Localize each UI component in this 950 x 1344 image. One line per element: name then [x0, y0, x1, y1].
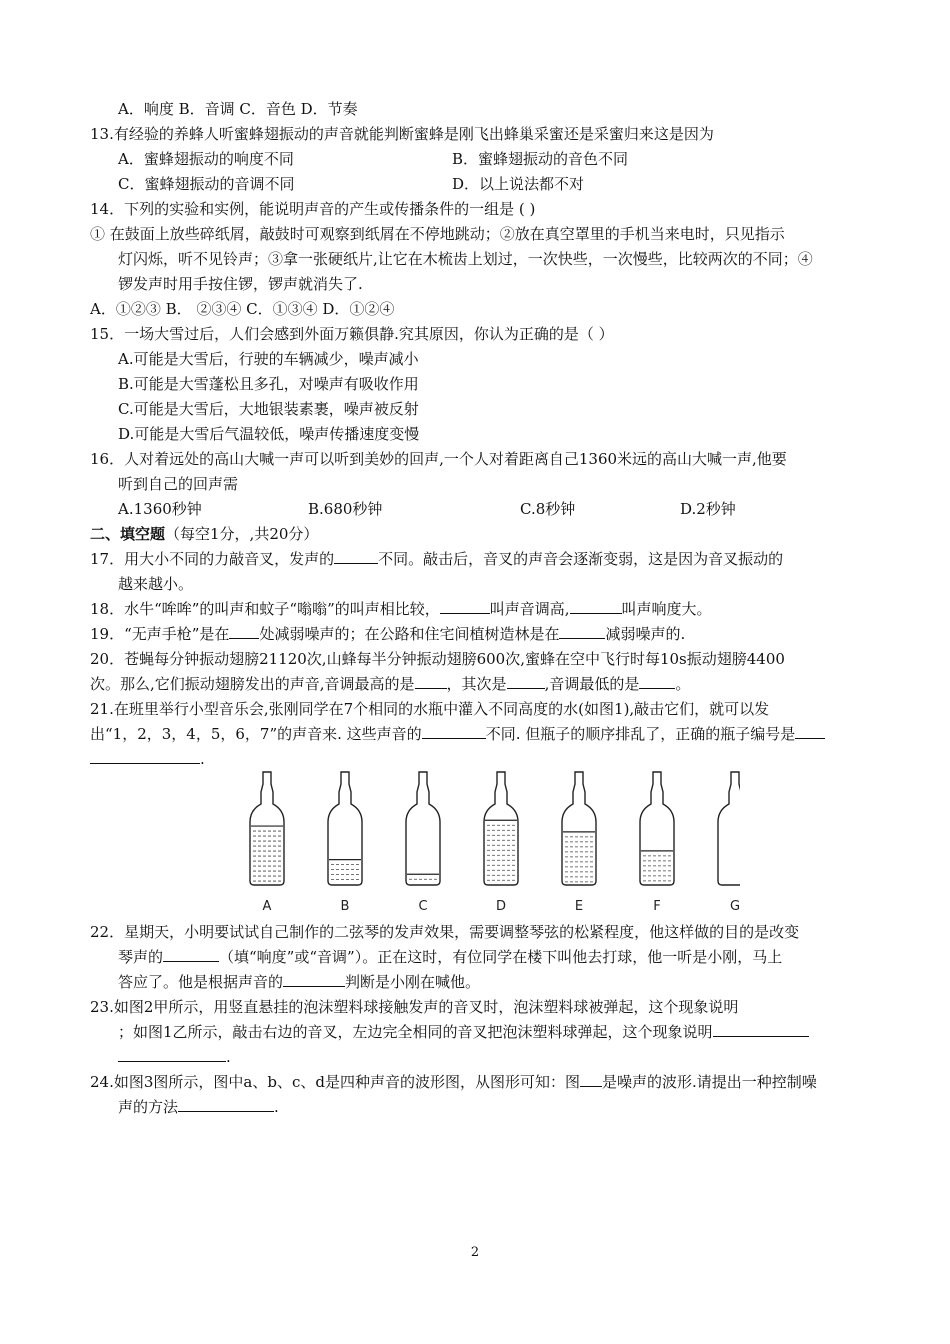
q21-line3 [90, 747, 205, 771]
q23-line1: 23.如图2甲所示，用竖直悬挂的泡沫塑料球接触发声的音叉时，泡沫塑料球被弹起，这个现象说明 [90, 998, 739, 1016]
q22-blank-2[interactable] [283, 970, 345, 987]
q13-option-d: D．以上说法都不对 [452, 175, 585, 193]
q17-line2: 越来越小。 [118, 575, 194, 593]
q18-text-2: 叫声音调高, [489, 600, 570, 618]
bottle-outline [484, 772, 518, 885]
q13-stem: 13.有经验的养蜂人听蜜蜂翅振动的声音就能判断蜜蜂是刚飞出蜂巢采蜜还是采蜜归来这是因为 [90, 125, 714, 143]
q20-blank-3[interactable] [639, 672, 675, 689]
q14-line3: 锣发声时用手按住锣，锣声就消失了. [118, 275, 363, 293]
q22-text-2: （填“响度”或“音调”）。正在这时，有位同学在楼下叫他去打球，他一听是小刚，马上 [219, 948, 783, 966]
page-number: 2 [470, 1245, 480, 1260]
q21-blank-2b[interactable] [90, 747, 200, 764]
q16-option-c: C.8秒钟 [520, 500, 576, 518]
q12-options: A．响度 B．音调 C．音色 D．节奏 [118, 100, 358, 118]
q16-line2: 听到自己的回声需 [118, 475, 239, 493]
q21-text-3: . [200, 750, 205, 768]
q18-line [90, 597, 712, 621]
q20-line1: 20．苍蝇每分钟振动翅膀21120次,山蜂每半分钟振动翅膀600次,蜜蜂在空中飞行时每10s振动翅膀4400 [90, 650, 785, 668]
bottle-E [562, 772, 596, 914]
q14-line1: ① 在鼓面上放些碎纸屑，敲鼓时可观察到纸屑在不停地跳动；②放在真空罩里的手机当来电时，只见指示 [90, 225, 785, 243]
q15-option-a: A.可能是大雪后，行驶的车辆减少，噪声减小 [118, 350, 419, 368]
q19-text-1: 19．“无声手枪”是在 [90, 625, 230, 643]
q15-option-c: C.可能是大雪后，大地银装素裹，噪声被反射 [118, 400, 419, 418]
bottle-figure [240, 770, 740, 920]
q22-text-4: 判断是小刚在喊他。 [345, 973, 481, 991]
q13-option-c: C．蜜蜂翅振动的音调不同 [118, 175, 295, 193]
bottle-outline [718, 772, 740, 885]
q22-line3 [118, 970, 480, 994]
q24-blank-1[interactable] [580, 1070, 602, 1087]
q16-option-b: B.680秒钟 [308, 500, 383, 518]
q24-blank-2[interactable] [178, 1095, 274, 1112]
bottle-G [718, 772, 740, 914]
q23-text-2: . [226, 1048, 231, 1066]
bottle-label: G [729, 899, 740, 914]
q20-blank-2[interactable] [507, 672, 545, 689]
q19-blank-2[interactable] [559, 622, 605, 639]
q24-text-4: . [274, 1098, 279, 1116]
q13-option-a: A．蜜蜂翅振动的响度不同 [118, 150, 294, 168]
bottle-outline [640, 772, 674, 885]
bottle-label: B [340, 899, 350, 914]
bottle-C [406, 772, 440, 914]
q14-line2: 灯闪烁，听不见铃声；③拿一张硬纸片,让它在木梳齿上划过，一次快些，一次慢些，比较两次的不同；④ [118, 250, 813, 268]
q15-option-d: D.可能是大雪后气温较低，噪声传播速度变慢 [118, 425, 420, 443]
q24-text-3: 声的方法 [118, 1098, 179, 1116]
bottle-A [250, 772, 284, 914]
q18-blank-1[interactable] [440, 597, 490, 614]
q19-blank-1[interactable] [229, 622, 259, 639]
q21-text-2: 不同. 但瓶子的顺序排乱了，正确的瓶子编号是 [485, 725, 796, 743]
q20-text-1: 次。那么,它们振动翅膀发出的声音,音调最高的是 [90, 675, 415, 693]
q19-text-3: 减弱噪声的. [605, 625, 686, 643]
q21-text-1: 出“1，2，3，4，5，6，7”的声音来. 这些声音的 [90, 725, 422, 743]
q16-option-d: D.2秒钟 [680, 500, 736, 518]
q23-blank-2[interactable] [118, 1045, 226, 1062]
q22-line1: 22．星期天，小明要试试自己制作的二弦琴的发声效果，需要调整琴弦的松紧程度，他这样做的目的是改变 [90, 923, 800, 941]
q20-text-3: ,音调最低的是 [544, 675, 640, 693]
q15-option-b: B.可能是大雪蓬松且多孔，对噪声有吸收作用 [118, 375, 419, 393]
bottle-label: E [574, 899, 584, 914]
q13-option-b: B．蜜蜂翅振动的音色不同 [452, 150, 629, 168]
q20-text-2: ，其次是 [446, 675, 507, 693]
q17-text-1: 17．用大小不同的力敲音叉，发声的 [90, 550, 335, 568]
bottle-outline [250, 772, 284, 885]
q24-line2 [118, 1095, 279, 1119]
q14-options: A．①②③ B． ②③④ C．①③④ D．①②④ [90, 300, 395, 318]
q17-blank-1[interactable] [334, 547, 378, 564]
q15-stem: 15．一场大雪过后，人们会感到外面万籁俱静.究其原因，你认为正确的是（ ） [90, 325, 614, 343]
bottle-outline [562, 772, 596, 885]
q21-line2 [90, 722, 825, 746]
bottle-label: C [418, 899, 428, 914]
q18-text-1: 18．水牛“哞哞”的叫声和蚊子“嗡嗡”的叫声相比较， [90, 600, 440, 618]
q23-line2 [118, 1020, 809, 1044]
q19-line [90, 622, 685, 646]
q20-text-4: 。 [675, 675, 691, 693]
q24-line1 [90, 1070, 817, 1094]
q16-line1: 16．人对着远处的高山大喊一声可以听到美妙的回声,一个人对着距离自己1360米远的高山大喊一声,他要 [90, 450, 787, 468]
bottle-F [640, 772, 674, 914]
q23-text-1: ；如图1乙所示，敲击右边的音叉，左边完全相同的音叉把泡沫塑料球弹起，这个现象说明 [118, 1023, 713, 1041]
section-2-note: （每空1分，,共20分） [165, 525, 319, 543]
q14-stem: 14．下列的实验和实例，能说明声音的产生或传播条件的一组是 ( ) [90, 200, 536, 218]
q19-text-2: 处减弱噪声的；在公路和住宅间植树造林是在 [259, 625, 560, 643]
q24-text-2: 是噪声的波形.请提出一种控制噪 [601, 1073, 817, 1091]
q16-option-a: A.1360秒钟 [118, 500, 202, 518]
section-2-title: 二、填空题 [90, 525, 166, 543]
bottle-B [328, 772, 362, 914]
q22-text-1: 琴声的 [118, 948, 164, 966]
bottle-D [484, 772, 518, 914]
bottle-outline [328, 772, 362, 885]
q18-blank-2[interactable] [570, 597, 622, 614]
q23-line3 [118, 1045, 231, 1069]
q20-line2 [90, 672, 690, 696]
q18-text-3: 叫声响度大。 [621, 600, 712, 618]
q21-line1: 21.在班里举行小型音乐会,张刚同学在7个相同的水瓶中灌入不同高度的水(如图1),敲击它们，就可以发 [90, 700, 770, 718]
bottle-outline [406, 772, 440, 885]
q22-line2 [118, 945, 782, 969]
q22-blank-1[interactable] [163, 945, 219, 962]
q17-line1 [90, 547, 783, 571]
q21-blank-1[interactable] [422, 722, 486, 739]
bottle-label: F [653, 899, 661, 914]
section-2-heading [90, 522, 318, 546]
q24-text-1: 24.如图3图所示，图中a、b、c、d是四种声音的波形图，从图形可知：图 [90, 1073, 580, 1091]
q22-text-3: 答应了。他是根据声音的 [118, 973, 284, 991]
q23-blank-1[interactable] [713, 1020, 809, 1037]
bottle-label: D [495, 899, 507, 914]
bottle-label: A [262, 899, 272, 914]
q17-text-2: 不同。敲击后，音叉的声音会逐渐变弱，这是因为音叉振动的 [378, 550, 784, 568]
q21-blank-2a[interactable] [795, 722, 825, 739]
q20-blank-1[interactable] [415, 672, 447, 689]
